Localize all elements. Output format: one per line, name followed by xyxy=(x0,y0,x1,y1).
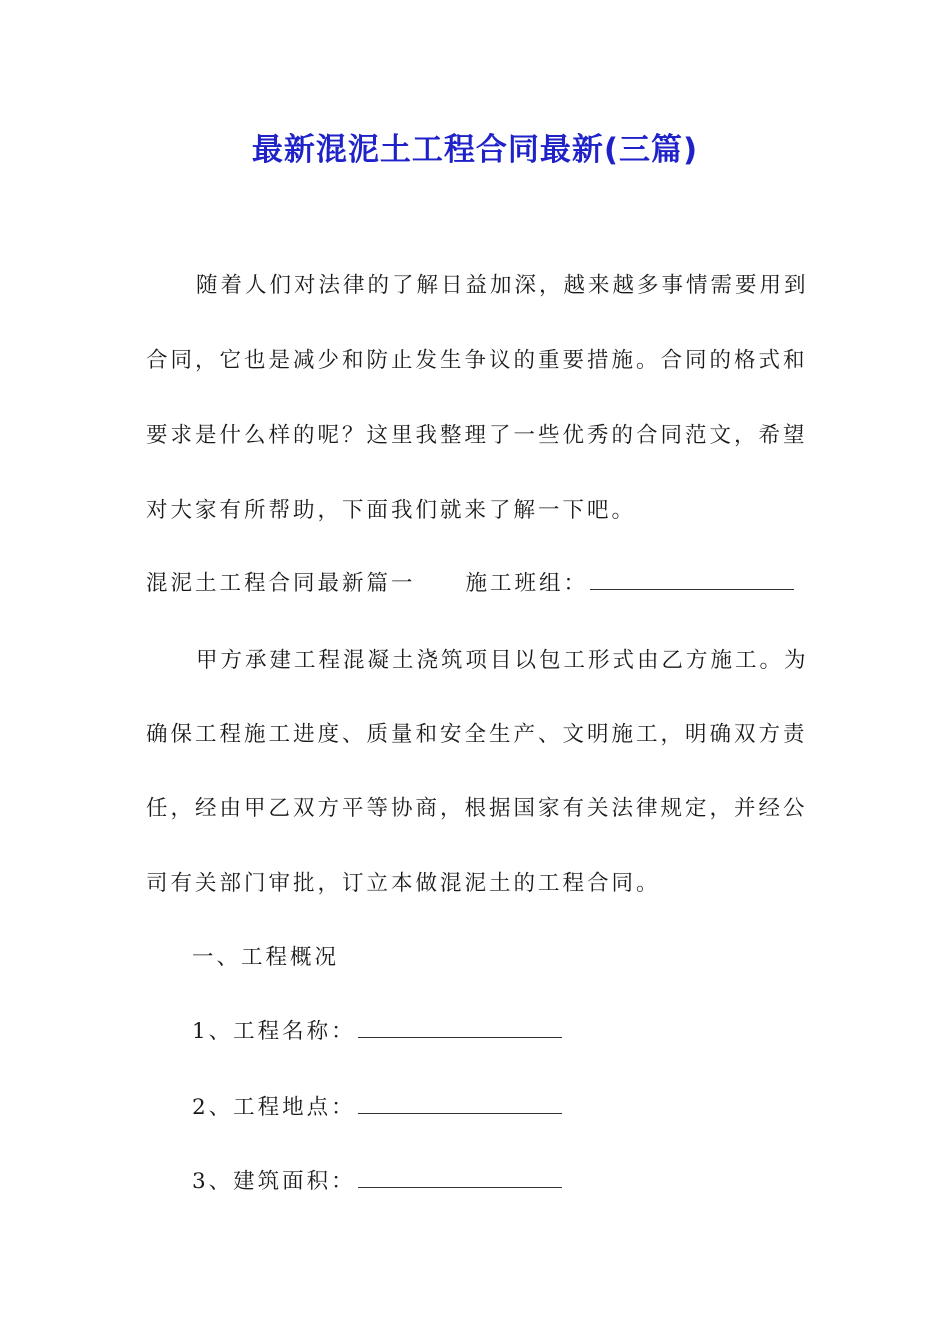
field-label-area: 3、建筑面积： xyxy=(192,1169,356,1194)
section-heading-row xyxy=(146,566,806,602)
team-label: 施工班组： xyxy=(465,571,589,596)
intro-line-3: 要求是什么样的呢？这里我整理了一些优秀的合同范文，希望 xyxy=(146,423,808,448)
field-blank-name xyxy=(358,1015,562,1038)
field-blank-area xyxy=(358,1165,562,1188)
section-heading: 混泥土工程合同最新篇一 xyxy=(146,571,416,596)
body-line-4: 司有关部门审批，订立本做混泥土的工程合同。 xyxy=(146,871,661,896)
body-line-2: 确保工程施工进度、质量和安全生产、文明施工，明确双方责 xyxy=(146,722,808,747)
field-label-name: 1、工程名称： xyxy=(192,1019,356,1044)
field-row-3 xyxy=(192,1164,852,1200)
field-row-2 xyxy=(192,1090,852,1126)
intro-line-2: 合同，它也是减少和防止发生争议的重要措施。合同的格式和 xyxy=(146,348,808,373)
field-label-location: 2、工程地点： xyxy=(192,1095,356,1120)
body-line-3: 任，经由甲乙双方平等协商，根据国家有关法律规定，并经公 xyxy=(146,796,808,821)
intro-line-1: 随着人们对法律的了解日益加深，越来越多事情需要用到 xyxy=(196,273,809,298)
field-blank-location xyxy=(358,1091,562,1114)
overview-heading: 一、工程概况 xyxy=(192,945,340,970)
body-line-1: 甲方承建工程混凝土浇筑项目以包工形式由乙方施工。为 xyxy=(196,648,809,673)
document-title: 最新混泥土工程合同最新(三篇) xyxy=(251,132,699,168)
field-row-1 xyxy=(192,1014,852,1050)
intro-line-4: 对大家有所帮助，下面我们就来了解一下吧。 xyxy=(146,498,637,523)
team-blank xyxy=(590,567,794,590)
